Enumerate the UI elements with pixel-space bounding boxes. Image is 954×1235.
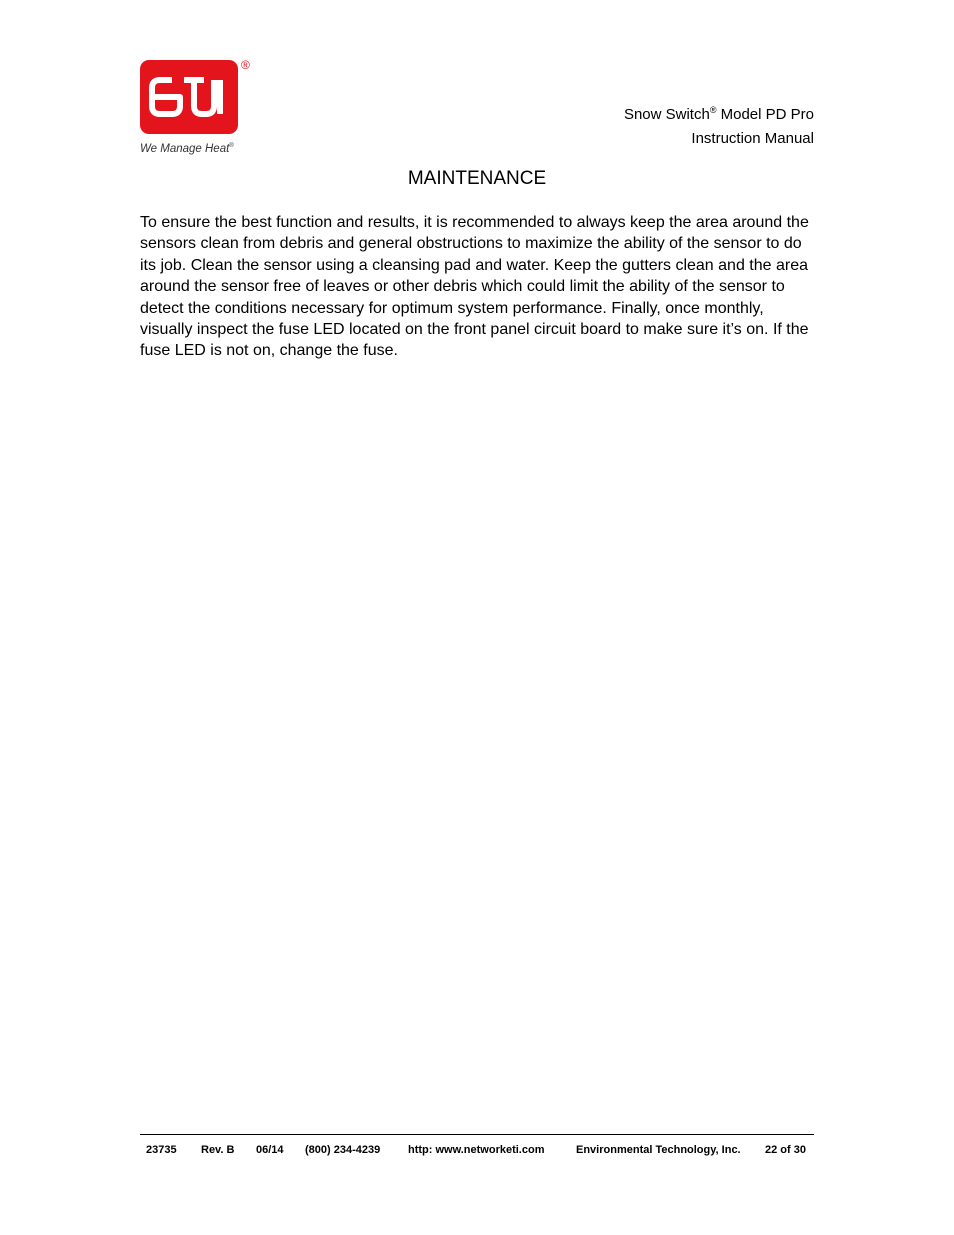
company-logo [138, 58, 258, 158]
footer-divider [140, 1134, 814, 1135]
footer-page-number: 22 of 30 [765, 1144, 806, 1156]
product-model: Model PD Pro [716, 106, 814, 123]
document-type: Instruction Manual [691, 130, 814, 147]
footer-revision: Rev. B [201, 1144, 235, 1156]
logo-tagline-text: We Manage Heat [140, 142, 230, 155]
footer-website: http: www.networketi.com [408, 1144, 545, 1156]
section-body: To ensure the best function and results, it is recommended to always keep the area around the sensors clean from debris and general obstructions to maximize the ability of the sensor to do its job. Clean the sensor using a cleansing pad and water. Keep the gutters clean and the area around the sensor free of leaves or other debris which could limit the ability of the sensor to detect the conditions necessary for optimum system performance. Finally, once monthly, visually inspect the fuse LED located on the front panel circuit board to make sure it’s on. If the fuse LED is not on, change the fuse. [140, 214, 809, 360]
footer-date: 06/14 [256, 1144, 284, 1156]
product-registered-mark: ® [709, 105, 717, 115]
product-title [624, 98, 814, 127]
document-header [624, 98, 814, 151]
section-title: MAINTENANCE [407, 168, 547, 189]
logo-registered-mark: ® [241, 58, 250, 72]
product-name: Snow Switch [623, 106, 710, 123]
logo-tagline-mark: ® [229, 143, 234, 149]
logo-tagline [140, 139, 234, 156]
eti-logo-icon [140, 60, 238, 134]
footer-company: Environmental Technology, Inc. [576, 1144, 741, 1156]
footer-phone: (800) 234-4239 [305, 1144, 381, 1156]
footer-doc-number: 23735 [146, 1144, 177, 1156]
